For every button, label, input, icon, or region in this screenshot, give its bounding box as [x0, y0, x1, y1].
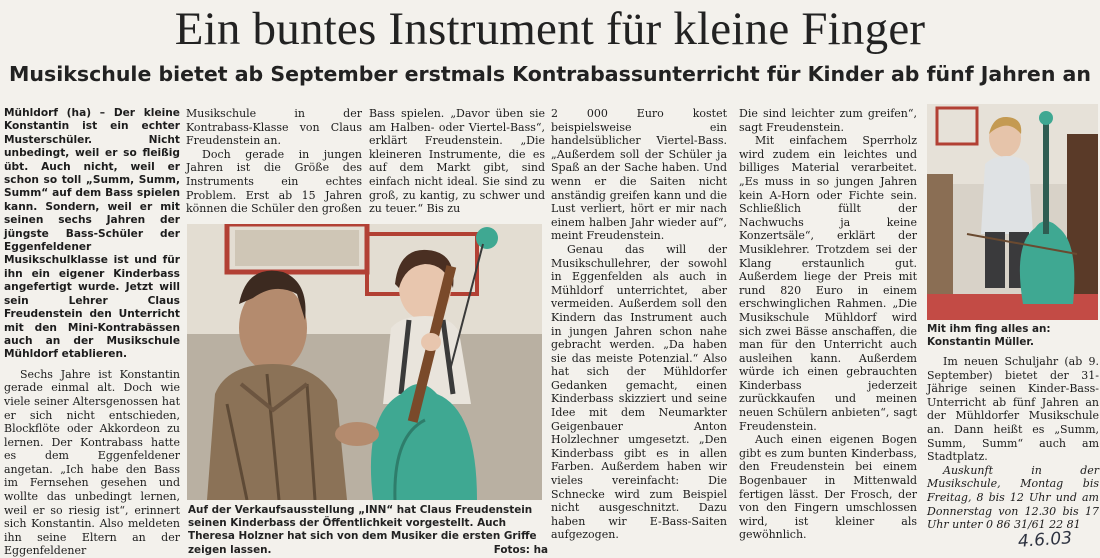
side-photo: [927, 104, 1098, 320]
handwritten-date: 4.6.03: [1017, 528, 1073, 552]
main-photo-caption: [188, 504, 548, 557]
caption-text: Auf der Verkaufsausstellung „INN“ hat Claus Freudenstein seinen Kinderbass der Öffentlichkeit vorgestellt. Auch Theresa Holzner hat sich von dem Musiker die ersten Griffe zeigen lassen.: [188, 504, 537, 556]
main-photo: [187, 224, 542, 500]
article-column-3: [369, 107, 545, 216]
article-column-4: [551, 107, 727, 542]
headline: Ein buntes Instrument für kleine Finger: [174, 3, 926, 55]
subheadline: Musikschule bietet ab September erstmals Kontrabassunterricht für Kinder ab fünf Jahren an: [9, 62, 1091, 86]
body-paragraph: Genau das will der Musikschullehrer, der sowohl in Eggenfelden als auch in Mühldorf unterrichtet, aber vermeiden. Außerdem soll den Kindern das Instrument auch in jungen Jahren schon nahe gebracht werden. „Da haben sie das meiste Potenzial.“ Also hat sich der Mühldorfer Gedanken gemacht, einen Kinderbass skizziert und seine Idee mit dem Neumarkter Geigenbauer Anton Holzlechner umgesetzt. „Den Kinderbass gibt es in allen Farben. Außerdem haben wir vieles vereinfacht: Die Schnecke wird zum Beispiel nicht ausgeschnitzt. Dazu haben wir E-Bass-Saiten aufgezogen.: [551, 242, 727, 542]
boy-with-bass-photo: [927, 104, 1098, 320]
info-paragraph: Auskunft in der Musikschule, Montag bis Freitag, 8 bis 12 Uhr und am Donnerstag von 12.30 bis 17 Uhr unter 0 86 31/61 22 81: [927, 463, 1099, 532]
body-paragraph: Auch einen eigenen Bogen gibt es zum bunten Kinderbass, den Freudenstein bei einem Bogenbauer in Mittenwald fertigen lässt. Der Frosch, der von den Fingern umschlossen wird, ist kleiner als gewöhnlich.: [739, 433, 917, 542]
body-paragraph: Bass spielen. „Davor üben sie am Halben- oder Viertel-Bass“, erklärt Freudenstein. „Die kleineren Instrumente, die es auf dem Markt gibt, sind einfach nicht ideal. Sie sind zu groß, zu kantig, zu schwer und zu teuer.“ Bis zu: [369, 107, 545, 216]
article-column-1: [4, 107, 180, 558]
body-paragraph: Die sind leichter zum greifen“, sagt Freudenstein.: [739, 107, 917, 134]
body-paragraph: Musikschule in der Kontrabass-Klasse von Claus Freudenstein an.: [186, 107, 362, 148]
photo-credit: Fotos: ha: [493, 543, 548, 556]
body-paragraph: Doch gerade in jungen Jahren ist die Größe des Instruments ein echtes Problem. Erst ab 15 Jahren können die Schüler den großen: [186, 147, 362, 216]
body-paragraph: Sechs Jahre ist Konstantin gerade einmal alt. Doch wie viele seiner Altersgenossen hat er sich nicht entschieden, Blockflöte oder Akkordeon zu lernen. Der Kontrabass hatte es dem Eggenfeldener angetan. „Ich habe den Bass im Fernsehen gesehen und wollte das unbedingt lernen, weil er so riesig ist“, erinnert sich Konstantin. Also meldeten ihn seine Eltern an der Eggenfeldener: [4, 367, 180, 558]
article-column-5: [739, 107, 917, 542]
body-paragraph: Mit einfachem Sperrholz wird zudem ein leichtes und billiges Material verarbeitet. „Es muss in so jungen Jahren kein A-Horn oder Fichte sein. Schließlich füllt der Nachwuchs ja keine Konzertsäle“, erklärt der Musiklehrer. Trotzdem sei der Klang erstaunlich gut. Außerdem liege der Preis mit rund 820 Euro in einem erschwinglichen Rahmen. „Die Musikschule Mühldorf wird sich zwei Bässe anschaffen, die man für den Unterricht auch ausleihen kann. Außerdem würde ich einen gebrauchten Kinderbass jederzeit zurückkaufen und meinen neuen Schülern anbieten“, sagt Freudenstein.: [739, 134, 917, 433]
body-paragraph: Im neuen Schuljahr (ab 9. September) bietet der 31-Jährige seinen Kinder-Bass-Unterricht ab fünf Jahren an der Mühldorfer Musikschule an. Dann heißt es „Summ, Summ, Summ“ auch am Stadtplatz.: [927, 355, 1099, 464]
teacher-and-child-photo: [187, 224, 542, 500]
side-photo-caption: Mit ihm fing alles an: Konstantin Müller.: [927, 323, 1051, 349]
body-paragraph: 2 000 Euro kostet beispielsweise ein handelsüblicher Viertel-Bass. „Außerdem soll der Schüler ja Spaß an der Sache haben. Und wenn er die Saiten nicht anständig greifen kann und die Lust verliert, hört er mir nach einem halben Jahr wieder auf“, meint Freudenstein.: [551, 107, 727, 243]
lead-paragraph: Mühldorf (ha) – Der kleine Konstantin ist ein echter Musterschüler. Nicht unbedingt, weil er so fleißig übt. Auch nicht, weil er schon so toll „Summ, Summ, Summ“ auf dem Bass spielen kann. Sondern, weil er mit seinen sechs Jahren der jüngste Bass-Schüler der Eggenfeldener Musikschulklasse ist und für ihn ein eigener Kinderbass angefertigt wurde. Jetzt will sein Lehrer Claus Freudenstein den Unterricht mit den Mini-Kontrabässen auch an der Musikschule Mühldorf etablieren.: [4, 107, 180, 361]
article-column-6: [927, 355, 1099, 532]
article-column-2: [186, 107, 362, 216]
